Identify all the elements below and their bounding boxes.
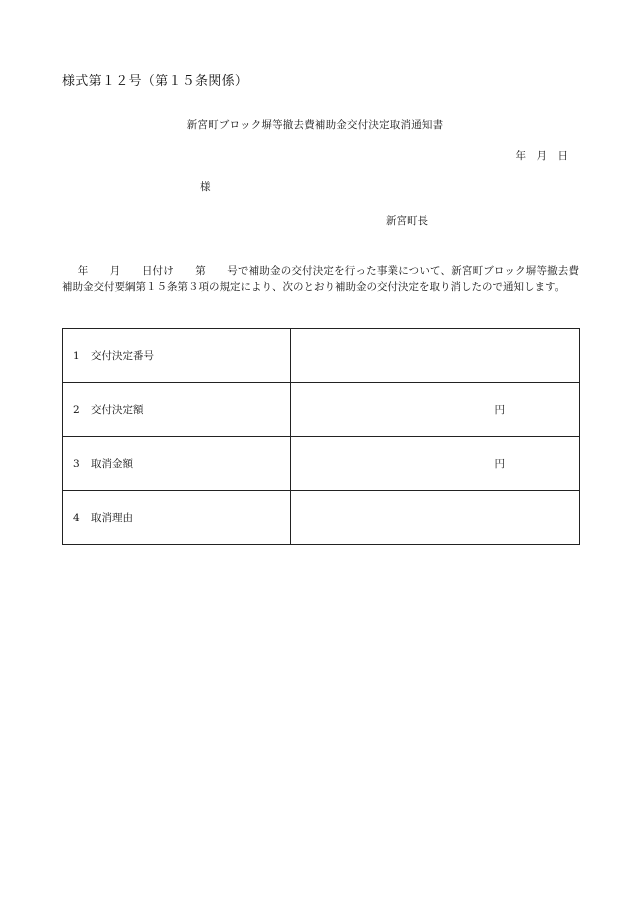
row-label-cell xyxy=(63,491,291,545)
issuer-name: 新宮町長 xyxy=(386,215,428,227)
notice-body: 年 月 日付け 第 号で補助金の交付決定を行った事業について、新宮町ブロック塀等撤去費補助金交付要綱第１５条第３項の規定により、次のとおり補助金の交付決定を取り消したので通知します。 xyxy=(62,265,579,293)
table-row xyxy=(63,329,580,383)
value-cell xyxy=(291,437,580,491)
unit-label: 円 xyxy=(494,458,505,470)
value-cell xyxy=(291,329,580,383)
value-cell xyxy=(291,491,580,545)
item-number: 2 xyxy=(73,404,80,416)
item-number: 4 xyxy=(73,512,80,524)
date-line: 年 月 日 xyxy=(515,150,568,162)
item-number: 1 xyxy=(73,350,80,362)
item-label: 交付決定番号 xyxy=(91,350,154,362)
row-label-cell xyxy=(63,329,291,383)
item-number: 3 xyxy=(73,458,80,470)
row-label-cell xyxy=(63,383,291,437)
addressee-suffix: 様 xyxy=(200,181,211,193)
addressee xyxy=(200,179,211,194)
item-label: 取消金額 xyxy=(91,458,133,470)
form-number: 様式第１２号（第１５条関係） xyxy=(62,74,249,89)
document-title: 新宮町ブロック塀等撤去費補助金交付決定取消通知書 xyxy=(186,119,444,131)
unit-label: 円 xyxy=(494,404,505,416)
value-cell xyxy=(291,383,580,437)
table-row xyxy=(63,437,580,491)
detail-table xyxy=(62,328,580,545)
row-label-cell xyxy=(63,437,291,491)
table-row xyxy=(63,491,580,545)
item-label: 取消理由 xyxy=(91,512,133,524)
table-row xyxy=(63,383,580,437)
item-label: 交付決定額 xyxy=(91,404,144,416)
